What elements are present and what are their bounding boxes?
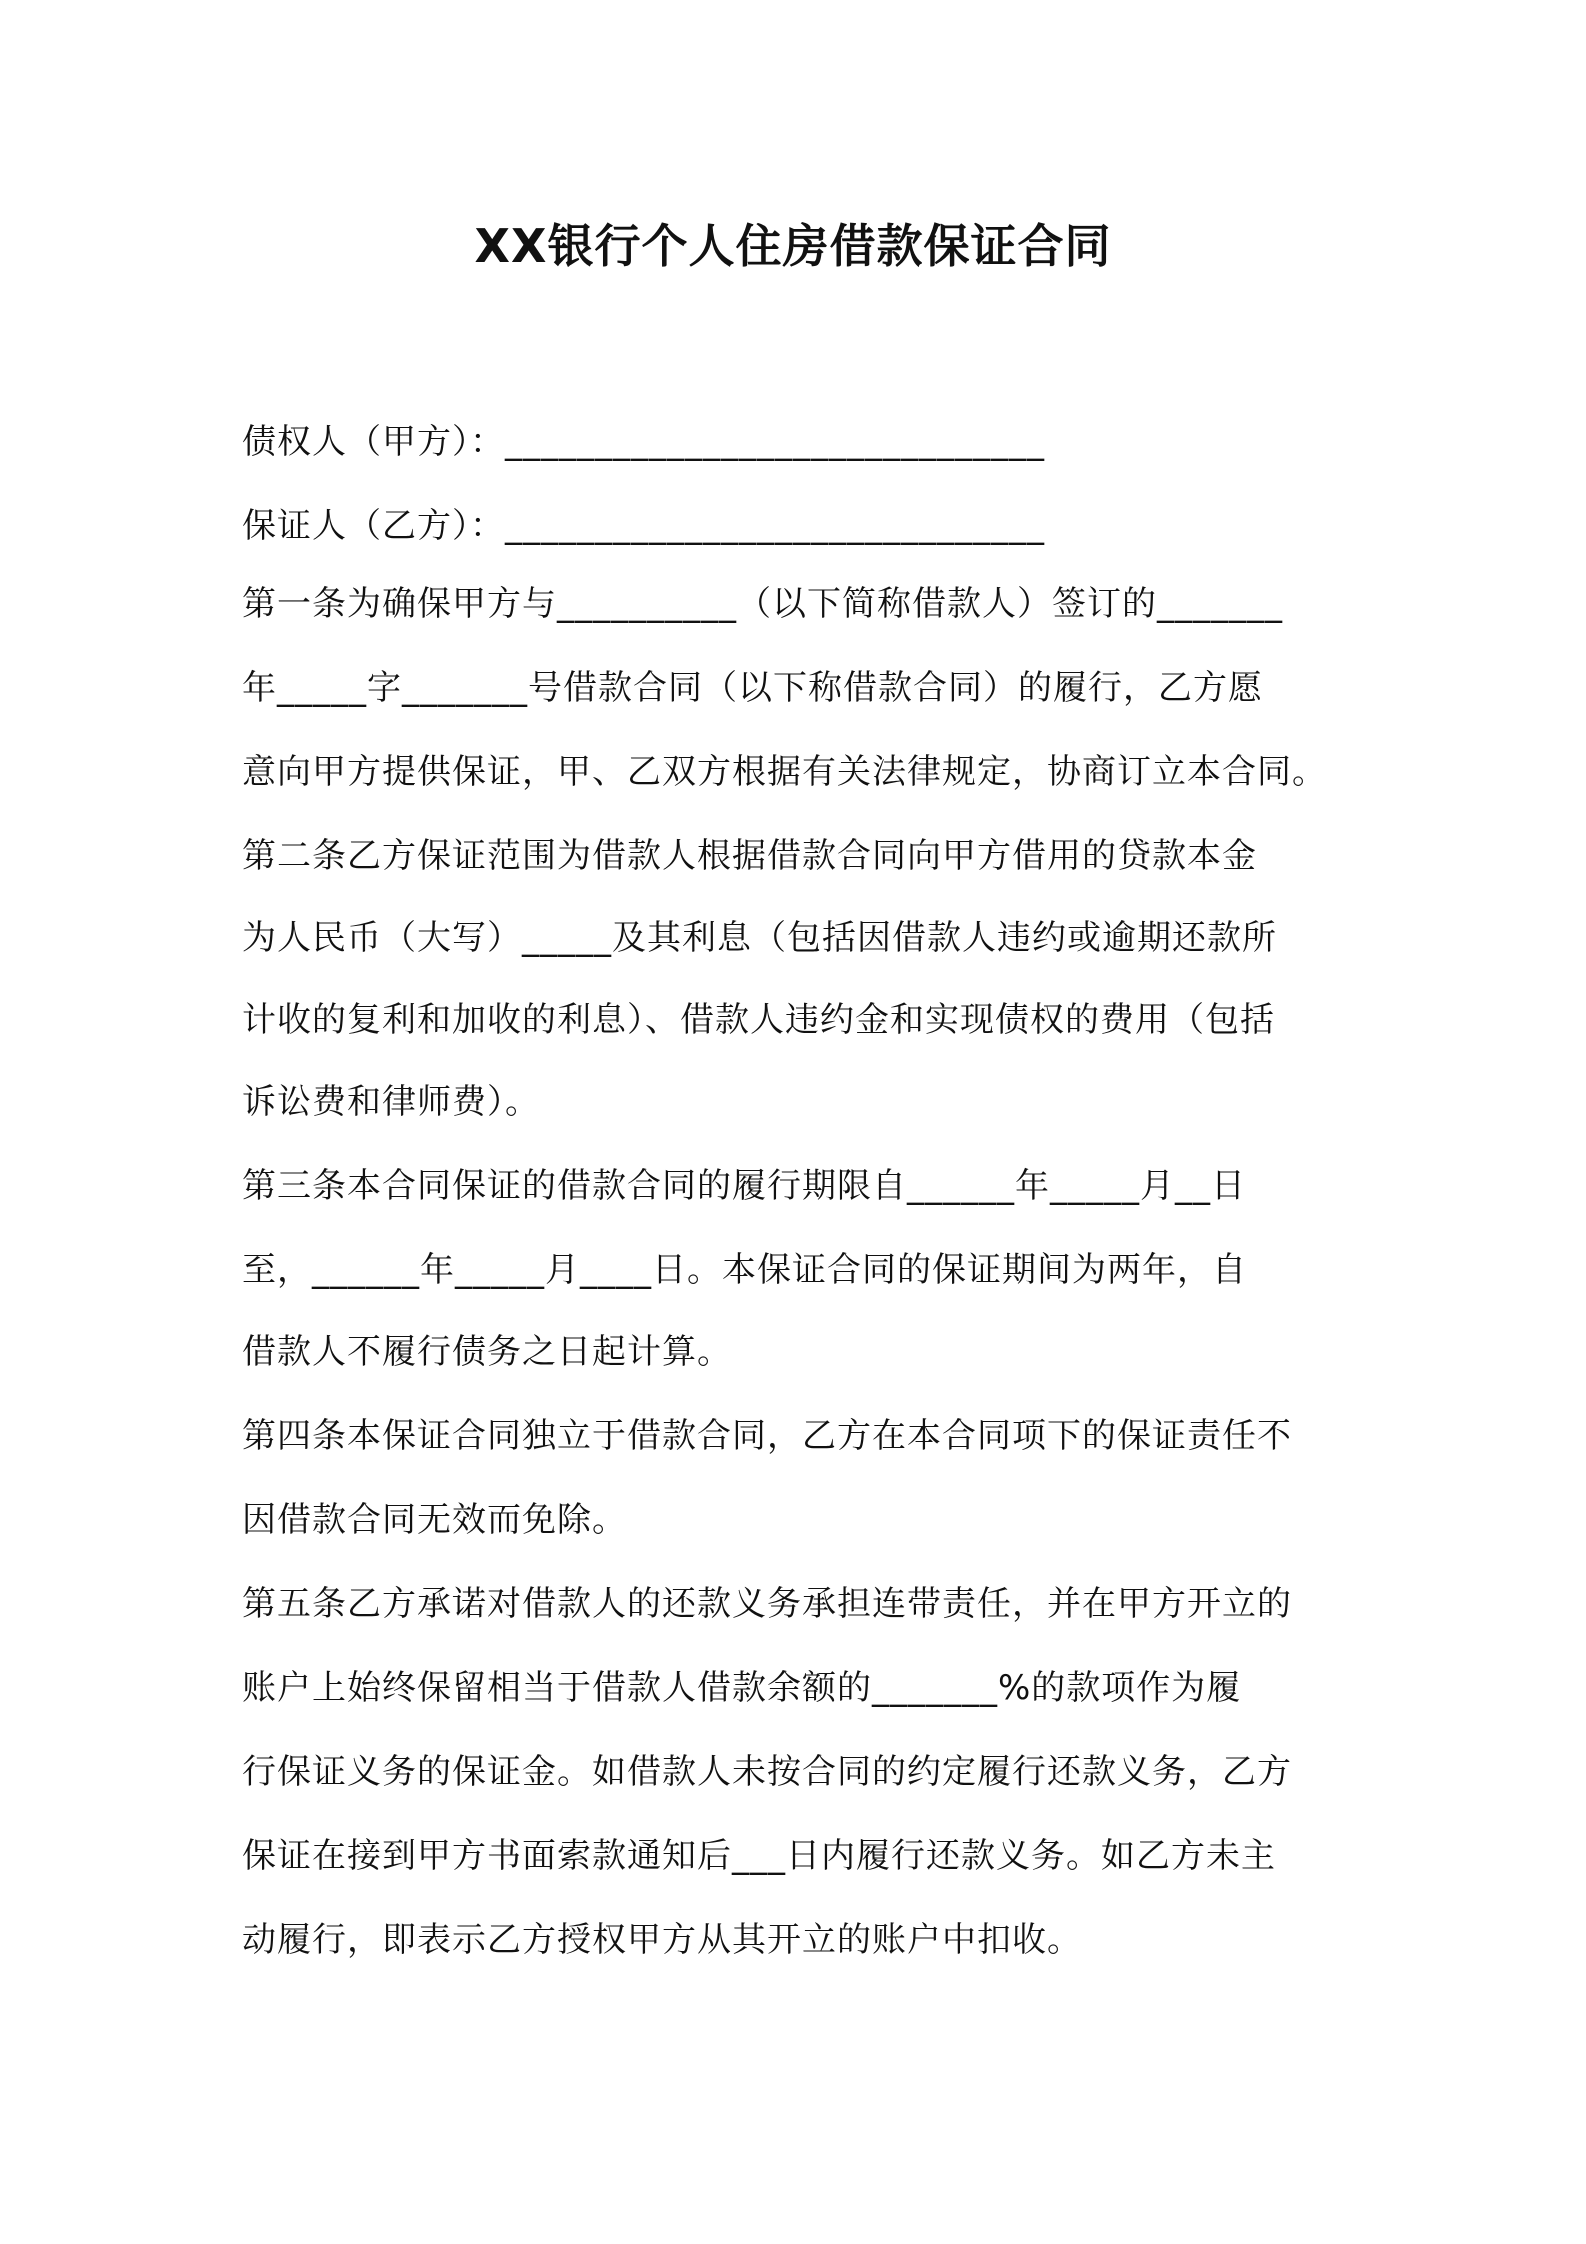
clause-3-line-3: 借款人不履行债务之日起计算。 [242, 1332, 732, 1372]
clause-2-line-4: 诉讼费和律师费）。 [242, 1082, 540, 1122]
clause-5-line-2: 账户上始终保留相当于借款人借款余额的_______%的款项作为履 [242, 1668, 1242, 1708]
clause-5-line-3: 行保证义务的保证金。如借款人未按合同的约定履行还款义务，乙方 [242, 1752, 1292, 1792]
clause-5-line-5: 动履行，即表示乙方授权甲方从其开立的账户中扣收。 [242, 1920, 1082, 1960]
guarantor-line: 保证人（乙方）：______________________________ [242, 506, 1045, 546]
clause-5-line-1: 第五条乙方承诺对借款人的还款义务承担连带责任，并在甲方开立的 [242, 1584, 1292, 1624]
clause-2-line-2: 为人民币（大写）_____及其利息（包括因借款人违约或逾期还款所 [242, 918, 1277, 958]
clause-1-line-2: 年_____字_______号借款合同（以下称借款合同）的履行，乙方愿 [242, 668, 1263, 708]
clause-1-line-1: 第一条为确保甲方与__________（以下简称借款人）签订的_______ [242, 584, 1283, 624]
clause-1-line-3: 意向甲方提供保证，甲、乙双方根据有关法律规定，协商订立本合同。 [242, 752, 1327, 792]
clause-4-line-1: 第四条本保证合同独立于借款合同，乙方在本合同项下的保证责任不 [242, 1416, 1292, 1456]
clause-2-line-1: 第二条乙方保证范围为借款人根据借款合同向甲方借用的贷款本金 [242, 836, 1257, 876]
clause-3-line-2: 至，______年_____月____日。本保证合同的保证期间为两年，自 [242, 1250, 1247, 1290]
creditor-line: 债权人（甲方）：______________________________ [242, 422, 1045, 462]
clause-2-line-3: 计收的复利和加收的利息）、借款人违约金和实现债权的费用（包括 [242, 1000, 1275, 1040]
clause-3-line-1: 第三条本合同保证的借款合同的履行期限自______年_____月__日 [242, 1166, 1246, 1206]
clause-4-line-2: 因借款合同无效而免除。 [242, 1500, 627, 1540]
clause-5-line-4: 保证在接到甲方书面索款通知后___日内履行还款义务。如乙方未主 [242, 1836, 1276, 1876]
document-title: XX银行个人住房借款保证合同 [474, 219, 1112, 273]
